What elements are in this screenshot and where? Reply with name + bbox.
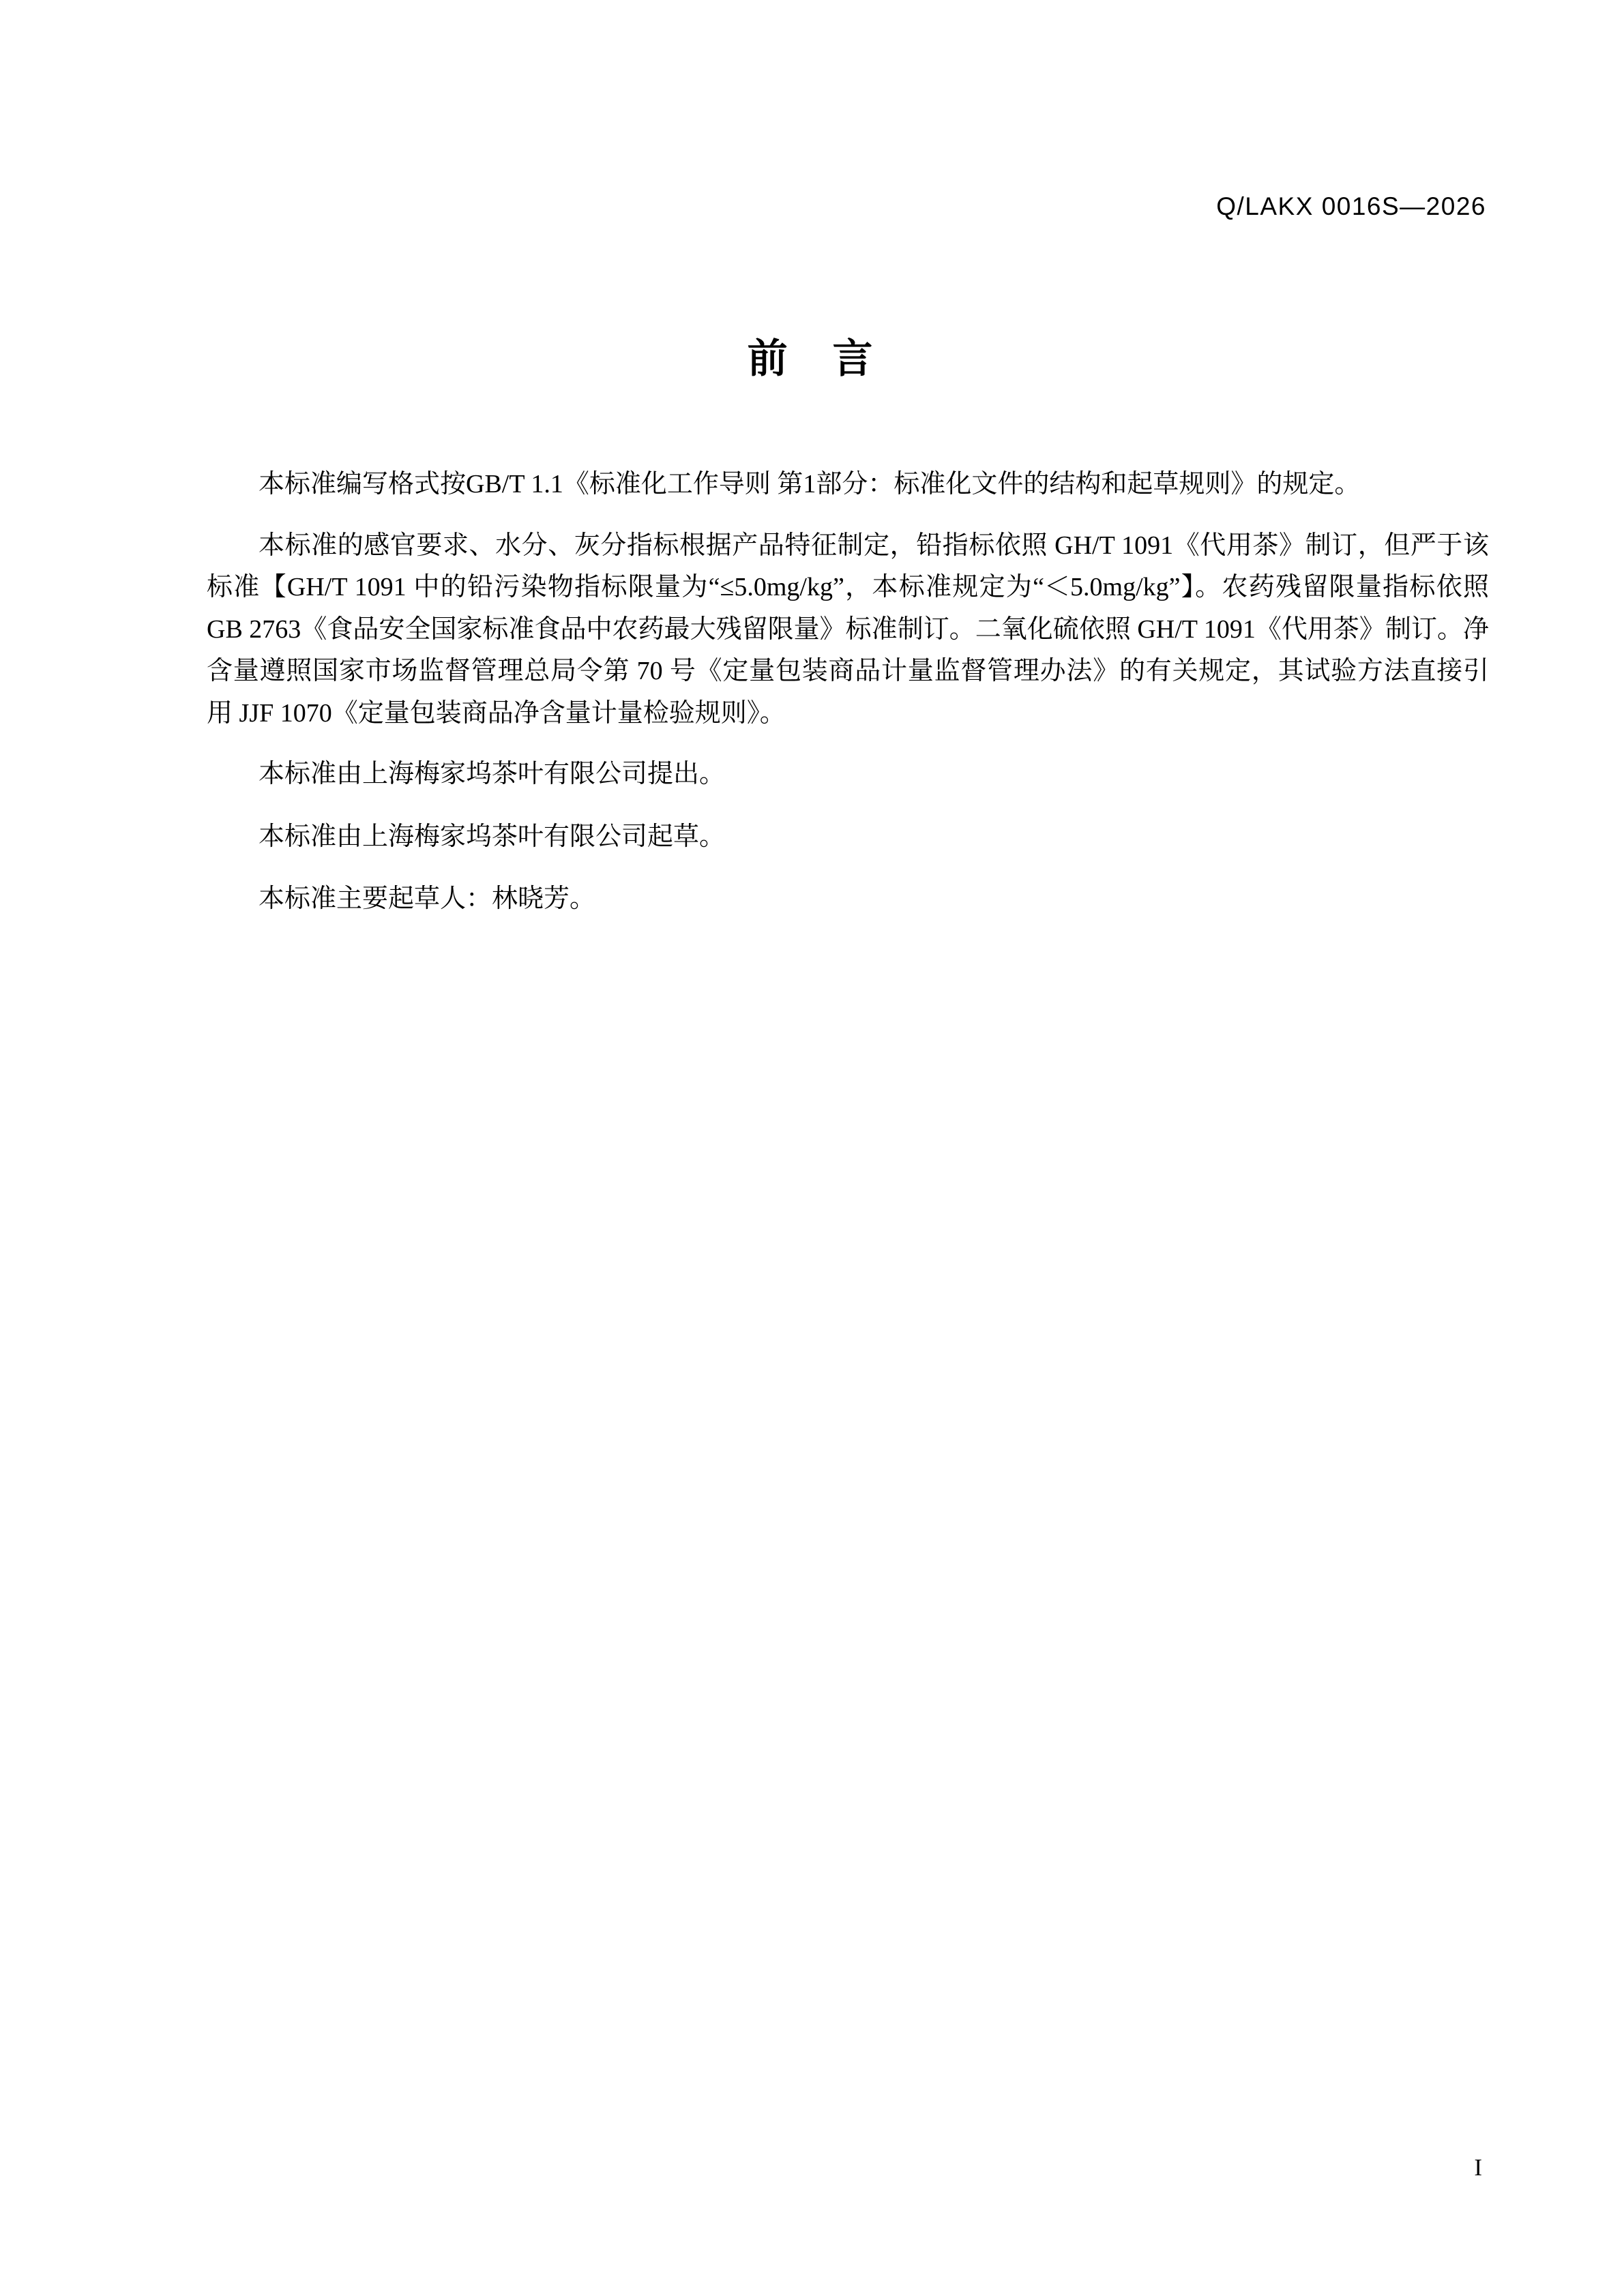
paragraph-indicator-basis: 本标准的感官要求、水分、灰分指标根据产品特征制定，铅指标依照 GH/T 1091《代用茶》制订，但严于该标准【GH/T 1091 中的铅污染物指标限量为“≤5.0mg/kg”，本标准规定为“＜5.0mg/kg”】。农药残留限量指标依照 GB 2763《食品安全国家标准食品中农药最大残留限量》标准制订。二氧化硫依照 GH/T 1091《代用茶》制订。净含量遵照国家市场监督管理总局令第 70 号《定量包装商品计量监督管理办法》的有关规定，其试验方法直接引用 JJF 1070《定量包装商品净含量计量检验规则》。 [207, 531, 1489, 728]
paragraph-format-rule: 本标准编写格式按GB/T 1.1《标准化工作导则 第1部分：标准化文件的结构和起草规则》的规定。 [259, 470, 1361, 498]
page-title [0, 326, 1624, 384]
paragraph-proposed-by: 本标准由上海梅家坞茶叶有限公司提出。 [259, 760, 726, 789]
standard-code-header: Q/LAKX 0016S—2026 [1216, 192, 1486, 220]
page-title-char-2: 言 [832, 336, 877, 381]
page-title-char-1: 前 [747, 336, 792, 381]
paragraph-drafted-by: 本标准由上海梅家坞茶叶有限公司起草。 [259, 822, 726, 851]
foreword-body [207, 464, 1489, 941]
page-number: I [1474, 2154, 1482, 2181]
paragraph-main-drafter: 本标准主要起草人：林晓芳。 [259, 884, 596, 914]
